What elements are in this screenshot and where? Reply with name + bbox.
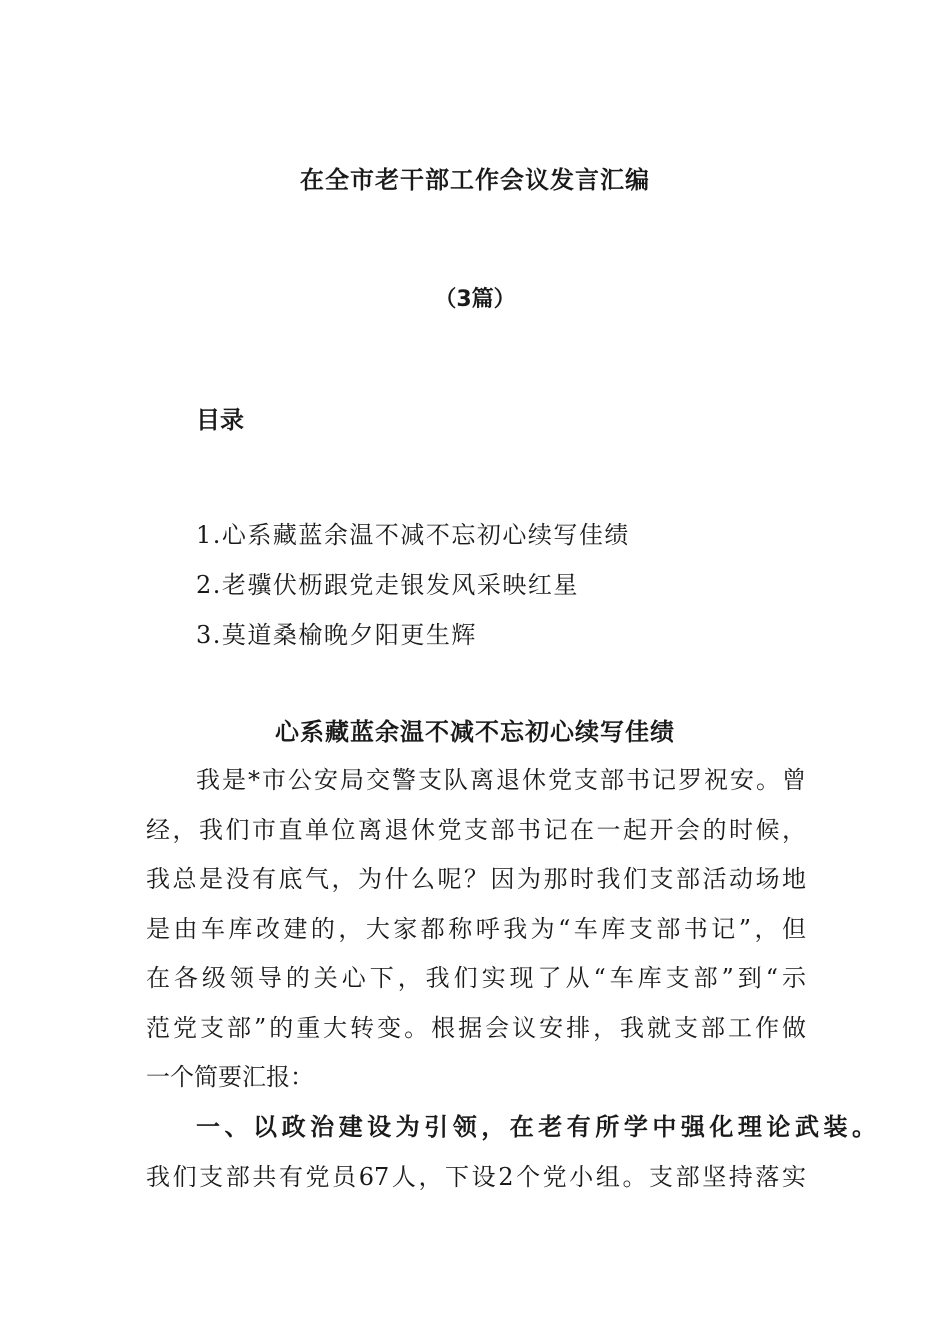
document-subtitle: （3篇） [434, 287, 516, 312]
section-heading-one: 一、以政治建设为引领，在老有所学中强化理论武装。 [196, 1113, 876, 1141]
paragraph-line: 我们支部共有党员67人，下设2个党小组。支部坚持落实 [146, 1162, 806, 1191]
toc-item: 3.莫道桑榆晚夕阳更生辉 [196, 621, 477, 649]
document-title: 在全市老干部工作会议发言汇编 [300, 166, 650, 194]
paragraph-line: 一个简要汇报： [146, 1063, 314, 1091]
toc-heading: 目录 [196, 406, 244, 434]
section-title: 心系藏蓝余温不减不忘初心续写佳绩 [275, 718, 675, 746]
toc-item: 2.老骥伏枥跟党走银发风采映红星 [196, 571, 579, 599]
toc-item: 1.心系藏蓝余温不减不忘初心续写佳绩 [196, 521, 630, 549]
paragraph-line: 范党支部”的重大转变。根据会议安排，我就支部工作做 [146, 1013, 806, 1042]
section-heading-paragraph [146, 1103, 876, 1202]
paragraph-line: 经，我们市直单位离退休党支部书记在一起开会的时候， [146, 815, 806, 844]
paragraph-line: 在各级领导的关心下，我们实现了从“车库支部”到“示 [146, 964, 806, 992]
paragraph-line: 我是*市公安局交警支队离退休党支部书记罗祝安。曾 [196, 766, 806, 794]
intro-paragraph [146, 756, 806, 1103]
paragraph-line: 是由车库改建的，大家都称呼我为“车库支部书记”，但 [146, 914, 806, 943]
paragraph-line: 我总是没有底气，为什么呢？因为那时我们支部活动场地 [146, 865, 806, 893]
